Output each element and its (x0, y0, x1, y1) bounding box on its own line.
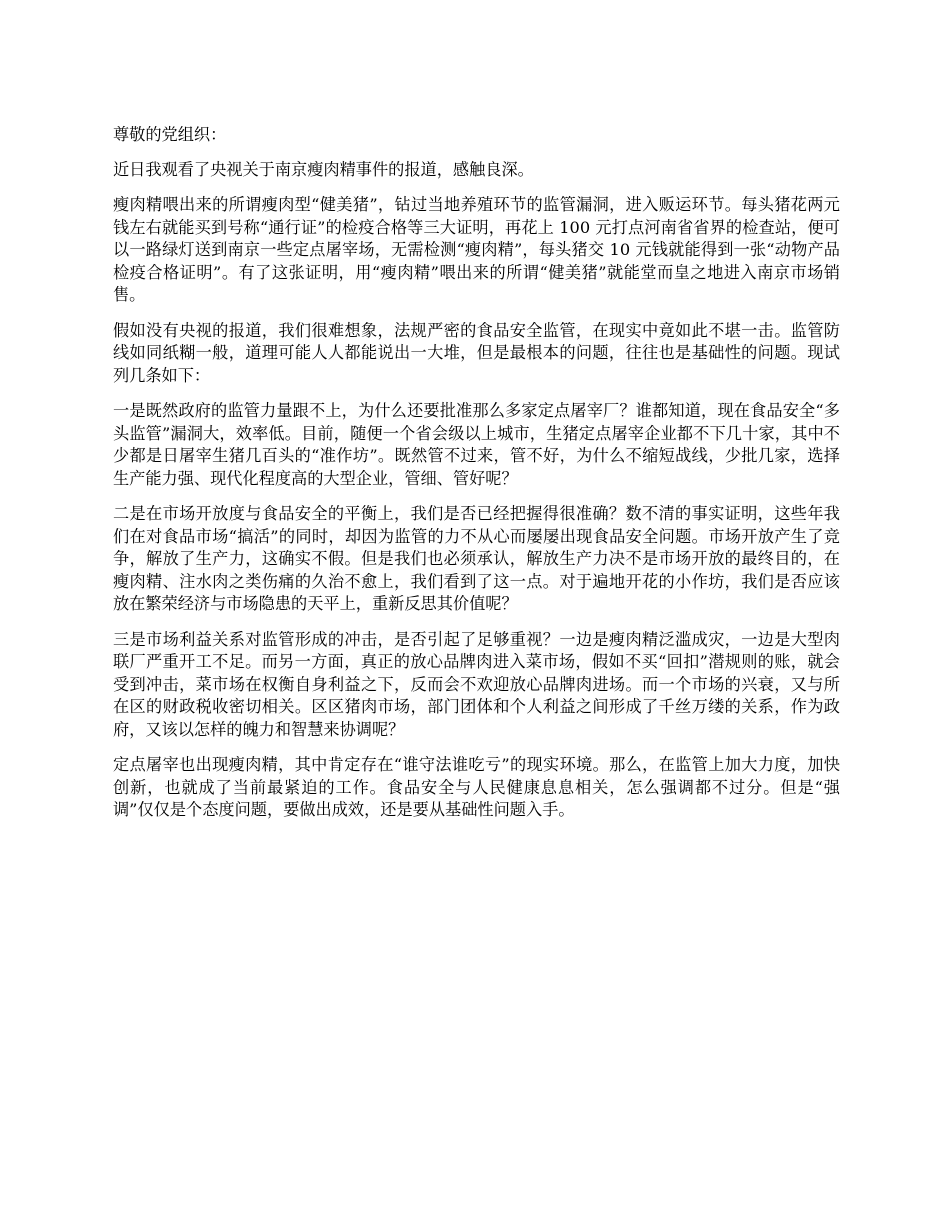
paragraph-intro: 近日我观看了央视关于南京瘦肉精事件的报道，感触良深。 (113, 159, 534, 179)
paragraph-background: 瘦肉精喂出来的所谓瘦肉型“健美猪”，钻过当地养殖环节的监管漏洞，进入贩运环节。每头猪花两元钱左右就能买到号称“通行证”的检疫合格等三大证明，再花上 100 元打点河南省省界的检查站，便可以一路绿灯送到南京一些定点屠宰场，无需检测“瘦肉精”，每头猪交 10 元钱就能得到一张“动物产品检疫合格证明”。有了这张证明，用“瘦肉精”喂出来的所谓“健美猪”就能堂而皇之地进入南京市场销售。 (113, 195, 840, 304)
paragraph-conclusion: 定点屠宰也出现瘦肉精，其中肯定存在“谁守法谁吃亏”的现实环境。那么，在监管上加大力度，加快创新，也就成了当前最紧迫的工作。食品安全与人民健康息息相关，怎么强调都不过分。但是“强调”仅仅是个态度问题，要做出成效，还是要从基础性问题入手。 (113, 755, 840, 819)
paragraph-point-three: 三是市场利益关系对监管形成的冲击，是否引起了足够重视？一边是瘦肉精泛滥成灾，一边是大型肉联厂严重开工不足。而另一方面，真正的放心品牌肉进入菜市场，假如不买“回扣”潜规则的账，就会受到冲击，菜市场在权衡自身利益之下，反而会不欢迎放心品牌肉进场。而一个市场的兴衰，又与所在区的财政税收密切相关。区区猪肉市场，部门团体和个人利益之间形成了千丝万缕的关系，作为政府，又该以怎样的魄力和智慧来协调呢？ (113, 629, 840, 739)
paragraph-point-two: 二是在市场开放度与食品安全的平衡上，我们是否已经把握得很准确？数不清的事实证明，这些年我们在对食品市场“搞活”的同时，却因为监管的力不从心而屡屡出现食品安全问题。市场开放产生了竞争，解放了生产力，这确实不假。但是我们也必须承认，解放生产力决不是市场开放的最终目的，在瘦肉精、注水肉之类伤痛的久治不愈上，我们看到了这一点。对于遍地开花的小作坊，我们是否应该放在繁荣经济与市场隐患的天平上，重新反思其价值呢？ (113, 504, 840, 613)
document-page (113, 124, 840, 835)
salutation: 尊敬的党组织： (113, 125, 227, 144)
paragraph-point-one: 一是既然政府的监管力量跟不上，为什么还要批准那么多家定点屠宰厂？谁都知道，现在食品安全“多头监管”漏洞大，效率低。目前，随便一个省会级以上城市，生猪定点屠宰企业都不下几十家，其中不少都是日屠宰生猪几百头的“准作坊”。既然管不过来，管不好，为什么不缩短战线，少批几家，选择生产能力强、现代化程度高的大型企业，管细、管好呢？ (113, 401, 840, 488)
paragraph-reflection: 假如没有央视的报道，我们很难想象，法规严密的食品安全监管，在现实中竟如此不堪一击。监管防线如同纸糊一般，道理可能人人都能说出一大堆，但是最根本的问题，往往也是基础性的问题。现试列几条如下： (113, 320, 840, 385)
